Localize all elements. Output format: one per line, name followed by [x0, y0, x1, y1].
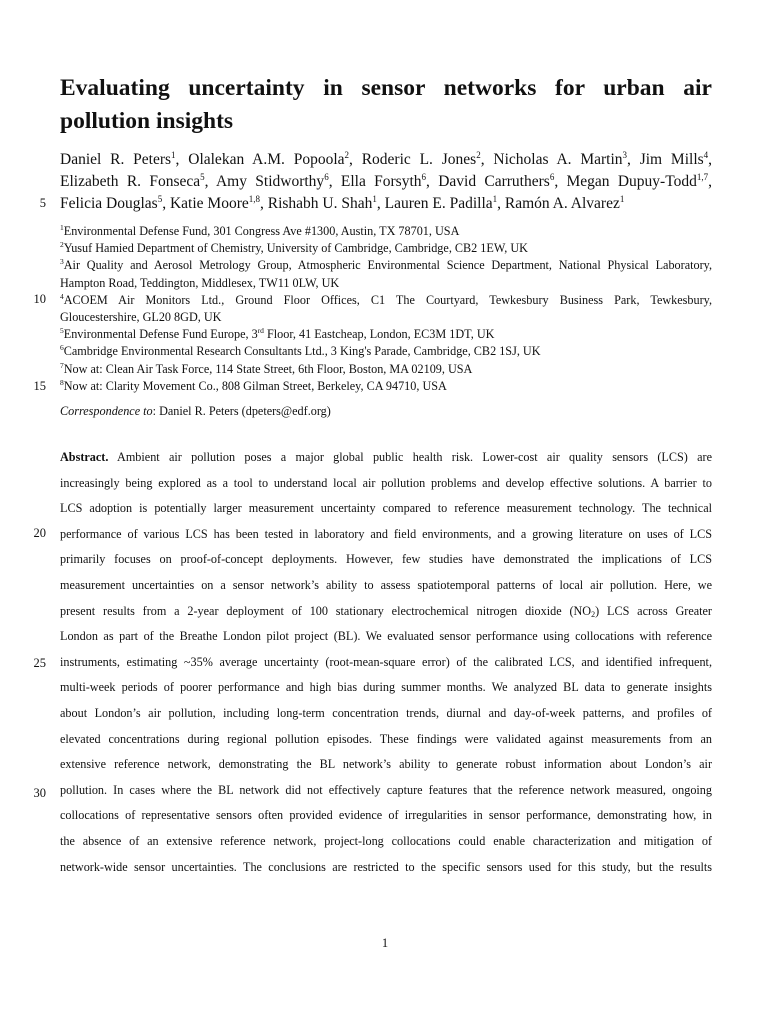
page-number: 1 — [381, 936, 389, 950]
line-number: 25 — [33, 656, 46, 670]
abstract-line: pollution. In cases where the BL network did not effectively capture features that the reference network measured, ongoing — [60, 782, 712, 797]
abstract-line: London as part of the Breathe London pilot project (BL). We evaluated sensor performance using collocations with reference — [60, 629, 712, 644]
line-number: 5 — [39, 196, 46, 210]
line-number: 30 — [33, 786, 46, 800]
author-line-3: Felicia Douglas$^5$, Katie Moore$^{1,8}$, Rishabh U. Shah$^1$, Lauren E. Padilla$^1$, Ramón A. Alvarez$^1$ — [60, 194, 625, 212]
abstract-line: increasingly being explored as a tool to understand local air pollution problems and develop effective solutions. A barrier to — [60, 475, 712, 490]
abstract-line: measurement uncertainties on a sensor network’s ability to assess spatiotemporal patterns of local air pollution. Here, we — [60, 577, 712, 592]
abstract-line: about London’s air pollution, including long-term concentration trends, diurnal and day-of-week patterns, and profiles of — [60, 705, 712, 720]
author-line-1: Daniel R. Peters$^1$, Olalekan A.M. Popoola$^2$, Roderic L. Jones$^2$, Nicholas A. Martin$^3$, Jim Mills$^4$, — [60, 150, 713, 168]
affiliation-1: $^1$Environmental Defense Fund, 301 Congress Ave #1300, Austin, TX 78701, USA — [60, 223, 460, 238]
line-number: 20 — [33, 526, 46, 540]
abstract-line: collocations of representative sensors often provided evidence of irregularities in sensor performance, demonstrating how, in — [60, 808, 712, 823]
abstract-line: extensive reference network, demonstrating the BL network’s ability to generate robust information about London’s air — [60, 757, 712, 772]
abstract-heading: Abstract. — [60, 450, 109, 464]
author-affiliation-marker: 6 — [324, 172, 329, 182]
author-name: Roderic L. Jones — [361, 151, 477, 168]
author-affiliation-marker: 1 — [492, 194, 498, 204]
author-affiliation-marker: 1,7 — [696, 172, 709, 182]
author-affiliation-marker: 1 — [619, 194, 625, 204]
affiliation-3: $^3$Air Quality and Aerosol Metrology Group, Atmospheric Environmental Science Department, National Physical Laboratory, — [60, 257, 712, 273]
abstract-line: performance of various LCS has been tested in laboratory and field environments, and a growing literature on uses of LCS — [60, 526, 712, 541]
author-affiliation-marker: 1 — [171, 150, 176, 160]
correspondence-text: : Daniel R. Peters (dpeters@edf.org) — [152, 404, 331, 418]
abstract-line: elevated concentrations during regional pollution episodes. These findings were validated against measurements from an — [60, 731, 712, 746]
abstract-line: the absence of an extensive reference network, project-long collocations could enable characterization and mitigation of — [60, 833, 712, 848]
author-name: Daniel R. Peters — [60, 151, 172, 168]
abstract-line: present results from a 2-year deployment of 100 stationary electrochemical nitrogen dioxide $(NO_2)$ LCS across Greater — [60, 603, 712, 619]
line-number: 10 — [33, 292, 46, 306]
author-name: Megan Dupuy-Todd — [566, 173, 697, 190]
author-name: Katie Moore — [169, 195, 249, 212]
author-name: Ella Forsyth — [340, 173, 422, 190]
author-affiliation-marker: 1 — [372, 194, 377, 204]
author-name: Elizabeth R. Fonseca — [60, 173, 201, 190]
author-name: Nicholas A. Martin — [493, 151, 623, 168]
affiliation-4-continued: Gloucestershire, GL20 8GD, UK — [60, 310, 222, 325]
author-name: Jim Mills — [639, 151, 704, 168]
author-affiliation-marker: 6 — [421, 172, 427, 182]
abstract-line: network-wide sensor uncertainties. The conclusions are restricted to the specific sensors used for this study, but the results — [60, 859, 712, 874]
paper-title: Evaluating uncertainty in sensor networks for urban air pollution insights — [60, 75, 712, 134]
abstract-line: LCS adoption is potentially larger measurement uncertainty compared to reference measurement technology. The technical — [60, 501, 712, 516]
line-number: 15 — [33, 379, 46, 393]
abstract-line: multi-week periods of poorer performance and high bias during summer months. We analyzed BL data to generate insights — [60, 680, 712, 695]
author-affiliation-marker: 1,8 — [248, 194, 260, 204]
author-name: Lauren E. Padilla — [384, 195, 493, 212]
author-name: Felicia Douglas — [60, 195, 158, 212]
affiliation-6: $^6$Cambridge Environmental Research Consultants Ltd., 3 King's Parade, Cambridge, CB2 1SJ, UK — [60, 343, 541, 359]
author-affiliation-marker: 2 — [344, 150, 349, 160]
abstract-line: instruments, estimating ~35% average uncertainty (root-mean-square error) of the calibrated LCS, and identified infrequent, — [60, 654, 712, 669]
affiliation-5: $^5$Environmental Defense Fund Europe, 3rd Floor, 41 Eastcheap, London, EC3M 1DT, UK — [60, 326, 495, 342]
abstract — [60, 445, 712, 880]
affiliation-8: $^8$Now at: Clarity Movement Co., 808 Gilman Street, Berkeley, CA 94710, USA — [60, 377, 447, 393]
affiliation-4: $^4$ACOEM Air Monitors Ltd., Ground Floor Offices, C1 The Courtyard, Tewkesbury Business Park, Tewkesbury, — [60, 291, 712, 307]
author-affiliation-marker: 2 — [476, 150, 481, 160]
author-affiliation-marker: 5 — [157, 194, 163, 204]
correspondence — [60, 403, 712, 420]
author-affiliation-marker: 6 — [549, 172, 555, 182]
author-affiliation-marker: 5 — [200, 172, 205, 182]
affiliation-3-continued: Hampton Road, Teddington, Middlesex, TW11 0LW, UK — [60, 275, 340, 290]
author-affiliation-marker: 3 — [622, 150, 628, 160]
abstract-line: primarily focuses on proof-of-concept deployments. However, few studies have demonstrated the implications of LCS — [60, 552, 712, 567]
abstract-line: Abstract. Ambient air pollution poses a major global public health risk. Lower-cost air quality sensors (LCS) are — [60, 450, 712, 464]
affiliation-7: $^7$Now at: Clean Air Task Force, 114 State Street, 6th Floor, Boston, MA 02109, USA — [60, 360, 473, 376]
author-name: Rishabh U. Shah — [267, 195, 373, 212]
author-name: Olalekan A.M. Popoola — [188, 151, 345, 168]
author-line-2: Elizabeth R. Fonseca$^5$, Amy Stidworthy$^6$, Ella Forsyth$^6$, David Carruthers$^6$, Megan Dupuy-Todd$^{1,7}$, — [60, 172, 712, 190]
author-list — [60, 149, 712, 215]
author-affiliation-marker: 4 — [703, 150, 709, 160]
author-name: Ramón A. Alvarez — [504, 195, 620, 212]
affiliation-list — [60, 223, 712, 395]
author-name: Amy Stidworthy — [215, 173, 325, 190]
correspondence-label: Correspondence to — [60, 404, 153, 418]
affiliation-2: $^2$Yusuf Hamied Department of Chemistry, University of Cambridge, Cambridge, CB2 1EW, UK — [60, 240, 528, 256]
author-name: David Carruthers — [438, 173, 550, 190]
